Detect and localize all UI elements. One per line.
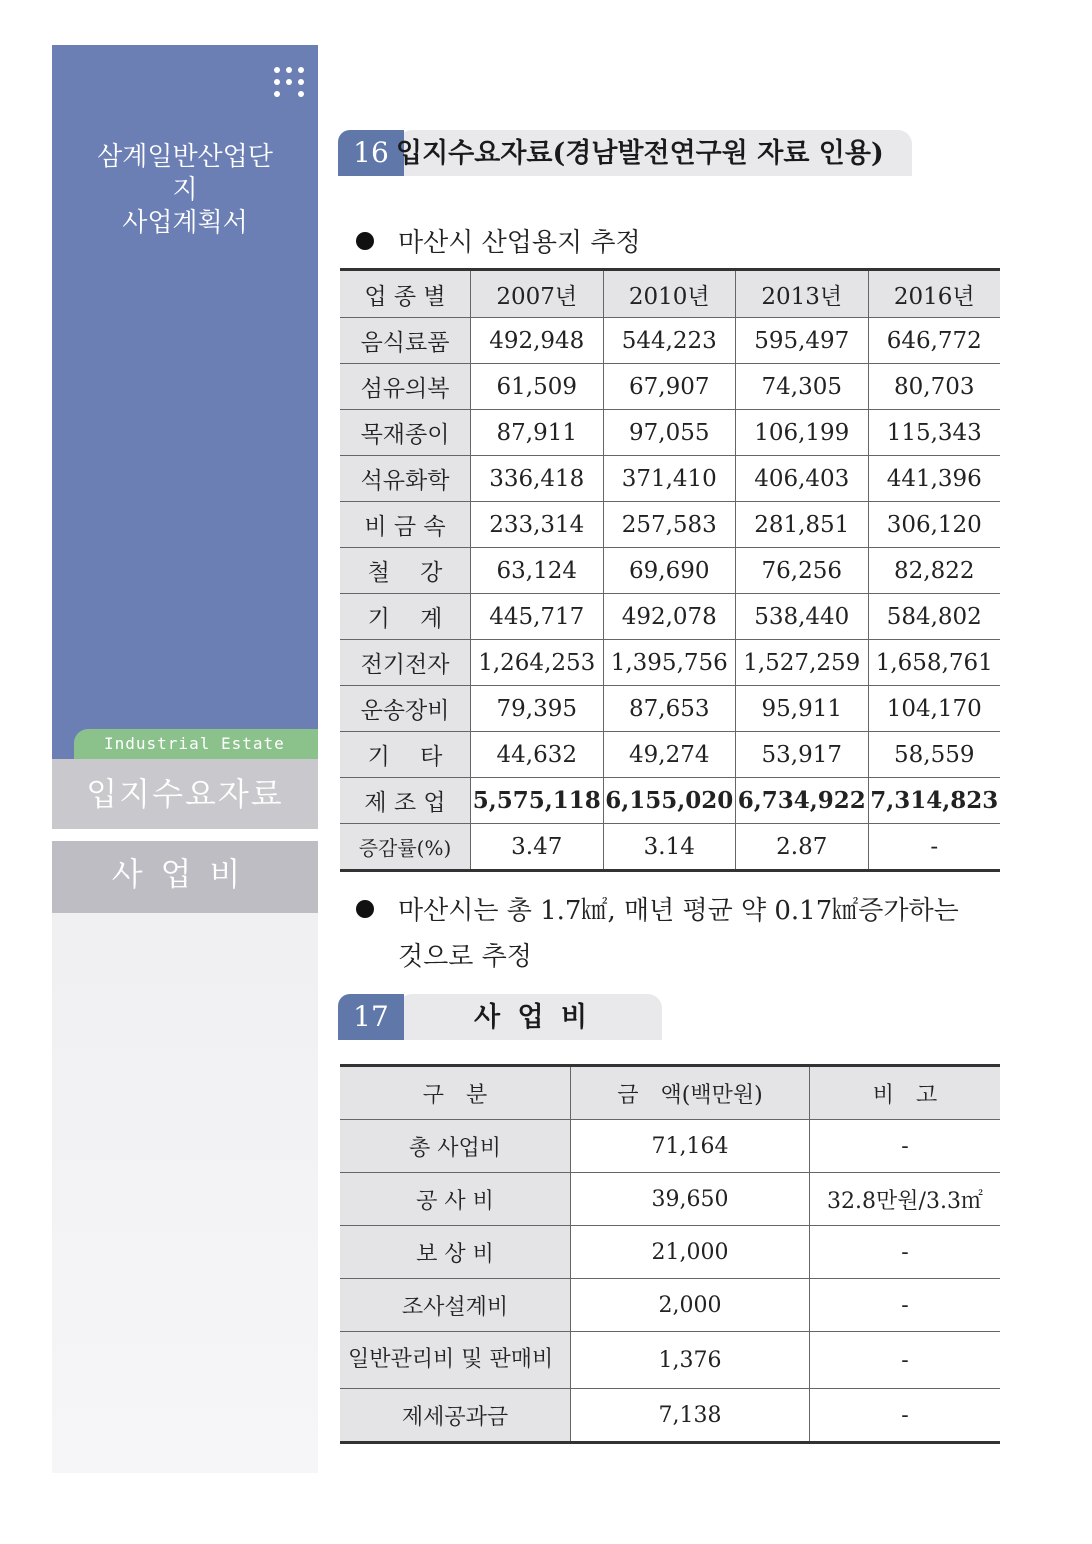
bullet-icon — [356, 232, 374, 250]
industry-cell: 기 타 — [340, 732, 471, 778]
table-row — [340, 318, 1000, 364]
value-cell: 445,717 — [471, 594, 604, 640]
value-cell: 233,314 — [471, 502, 604, 548]
value-cell: 87,911 — [471, 410, 604, 456]
table-row — [340, 686, 1000, 732]
table-header-row — [340, 1066, 1000, 1120]
value-cell: 87,653 — [603, 686, 736, 732]
sidebar-item-active[interactable]: 입지수요자료 — [86, 775, 284, 813]
value-cell: 49,274 — [603, 732, 736, 778]
value-cell: 82,822 — [868, 548, 1000, 594]
column-header: 2013년 — [736, 270, 869, 318]
value-cell: 646,772 — [868, 318, 1000, 364]
industry-cell: 철 강 — [340, 548, 471, 594]
value-cell: 1,395,756 — [603, 640, 736, 686]
sidebar-item-project-cost[interactable]: 사업비 — [52, 841, 318, 913]
bullet-item — [356, 222, 641, 259]
industry-cell: 섬유의복 — [340, 364, 471, 410]
value-cell: 44,632 — [471, 732, 604, 778]
value-cell: 492,948 — [471, 318, 604, 364]
table-row — [340, 1332, 1000, 1389]
table-row-total — [340, 778, 1000, 824]
industrial-estate-tag: Industrial Estate — [74, 729, 318, 759]
value-cell: - — [868, 824, 1000, 871]
category-cell: 일반관리비 및 판매비 — [340, 1332, 571, 1389]
value-cell: 97,055 — [603, 410, 736, 456]
table-row — [340, 732, 1000, 778]
value-cell: 6,155,020 — [603, 778, 736, 824]
industry-cell: 제 조 업 — [340, 778, 471, 824]
section-number: 16 — [338, 130, 404, 176]
table-row — [340, 1120, 1000, 1173]
section-17-header — [338, 994, 662, 1040]
value-cell: 74,305 — [736, 364, 869, 410]
value-cell: 95,911 — [736, 686, 869, 732]
industry-cell: 전기전자 — [340, 640, 471, 686]
amount-cell: 1,376 — [571, 1332, 810, 1389]
table-row — [340, 364, 1000, 410]
value-cell: 584,802 — [868, 594, 1000, 640]
value-cell: 5,575,118 — [471, 778, 604, 824]
remark-cell: - — [810, 1279, 1001, 1332]
value-cell: 6,734,922 — [736, 778, 869, 824]
value-cell: 7,314,823 — [868, 778, 1000, 824]
value-cell: 492,078 — [603, 594, 736, 640]
value-cell: 538,440 — [736, 594, 869, 640]
value-cell: 63,124 — [471, 548, 604, 594]
section-title: 사 업 비 — [474, 1002, 592, 1033]
value-cell: 3.47 — [471, 824, 604, 871]
value-cell: 406,403 — [736, 456, 869, 502]
amount-cell: 21,000 — [571, 1226, 810, 1279]
remark-cell: - — [810, 1226, 1001, 1279]
value-cell: 595,497 — [736, 318, 869, 364]
column-header: 2010년 — [603, 270, 736, 318]
value-cell: 544,223 — [603, 318, 736, 364]
dots-decoration-icon — [272, 67, 308, 103]
column-header: 구 분 — [340, 1066, 571, 1120]
value-cell: 257,583 — [603, 502, 736, 548]
sidebar — [52, 45, 318, 1473]
column-header: 업 종 별 — [340, 270, 471, 318]
amount-cell: 7,138 — [571, 1389, 810, 1443]
section-16-header — [338, 130, 912, 176]
value-cell: 281,851 — [736, 502, 869, 548]
industry-cell: 석유화학 — [340, 456, 471, 502]
value-cell: 79,395 — [471, 686, 604, 732]
category-cell: 조사설계비 — [340, 1279, 571, 1332]
section-number: 17 — [338, 994, 404, 1040]
remark-cell: - — [810, 1332, 1001, 1389]
value-cell: 306,120 — [868, 502, 1000, 548]
remark-cell: 32.8만원/3.3㎡ — [810, 1173, 1001, 1226]
industry-cell: 목재종이 — [340, 410, 471, 456]
industry-cell: 증감률(%) — [340, 824, 471, 871]
table-row-growth — [340, 824, 1000, 871]
remark-cell: - — [810, 1389, 1001, 1443]
column-header: 비 고 — [810, 1066, 1001, 1120]
table-row — [340, 548, 1000, 594]
industry-cell: 음식료품 — [340, 318, 471, 364]
category-cell: 보 상 비 — [340, 1226, 571, 1279]
bullet-text: 마산시 산업용지 추정 — [398, 228, 641, 258]
table-row — [340, 456, 1000, 502]
remark-cell: - — [810, 1120, 1001, 1173]
table-row — [340, 1389, 1000, 1443]
value-cell: 336,418 — [471, 456, 604, 502]
industry-cell: 기 계 — [340, 594, 471, 640]
value-cell: 2.87 — [736, 824, 869, 871]
industry-cell: 운송장비 — [340, 686, 471, 732]
column-header: 금 액(백만원) — [571, 1066, 810, 1120]
sidebar-lower-panel — [52, 841, 318, 1473]
value-cell: 76,256 — [736, 548, 869, 594]
project-cost-table — [340, 1064, 1000, 1444]
note-line: 것으로 추정 — [398, 942, 532, 972]
bullet-note — [356, 888, 1016, 980]
amount-cell: 39,650 — [571, 1173, 810, 1226]
value-cell: 115,343 — [868, 410, 1000, 456]
document-title-line: 사업계획서 — [122, 208, 248, 238]
sidebar-blue-panel — [52, 45, 318, 829]
industry-cell: 비 금 속 — [340, 502, 471, 548]
value-cell: 61,509 — [471, 364, 604, 410]
value-cell: 69,690 — [603, 548, 736, 594]
table-row — [340, 410, 1000, 456]
category-cell: 제세공과금 — [340, 1389, 571, 1443]
note-line: 마산시는 총 1.7㎢, 매년 평균 약 0.17㎢증가하는 — [398, 896, 959, 926]
document-title-line: 지 — [172, 175, 198, 205]
column-header: 2016년 — [868, 270, 1000, 318]
table-row — [340, 594, 1000, 640]
value-cell: 1,658,761 — [868, 640, 1000, 686]
amount-cell: 2,000 — [571, 1279, 810, 1332]
value-cell: 67,907 — [603, 364, 736, 410]
value-cell: 53,917 — [736, 732, 869, 778]
category-cell: 공 사 비 — [340, 1173, 571, 1226]
bullet-icon — [356, 900, 374, 918]
document-title — [80, 141, 290, 240]
section-title: 입지수요자료(경남발전연구원 자료 인용) — [396, 138, 884, 169]
value-cell: 371,410 — [603, 456, 736, 502]
document-title-line: 삼계일반산업단 — [97, 142, 273, 172]
column-header: 2007년 — [471, 270, 604, 318]
category-cell: 총 사업비 — [340, 1120, 571, 1173]
table-header-row — [340, 270, 1000, 318]
land-demand-table — [340, 268, 1000, 872]
table-row — [340, 502, 1000, 548]
table-row — [340, 1226, 1000, 1279]
value-cell: 3.14 — [603, 824, 736, 871]
amount-cell: 71,164 — [571, 1120, 810, 1173]
value-cell: 58,559 — [868, 732, 1000, 778]
value-cell: 80,703 — [868, 364, 1000, 410]
value-cell: 441,396 — [868, 456, 1000, 502]
value-cell: 104,170 — [868, 686, 1000, 732]
value-cell: 1,264,253 — [471, 640, 604, 686]
table-row — [340, 1279, 1000, 1332]
value-cell: 106,199 — [736, 410, 869, 456]
table-row — [340, 1173, 1000, 1226]
table-row — [340, 640, 1000, 686]
value-cell: 1,527,259 — [736, 640, 869, 686]
